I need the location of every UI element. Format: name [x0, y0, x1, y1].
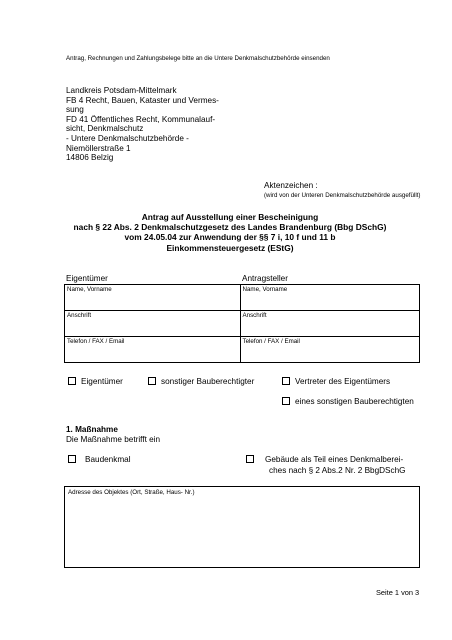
file-number-note: (wird von der Unteren Denkmalschutzbehörde ausgefüllt) [264, 192, 421, 199]
parties-table [64, 284, 420, 363]
measure-area-option-line2: ches nach § 2 Abs.2 Nr. 2 BbgDSchG [269, 466, 406, 475]
title-line: vom 24.05.04 zur Anwendung der §§ 7 i, 10 f und 11 b [124, 232, 336, 243]
role-owner-rep-option[interactable]: Vertreter des Eigentümers [282, 377, 390, 386]
applicant-contact-field[interactable]: Telefon / FAX / Email [240, 337, 420, 363]
table-row [65, 337, 420, 363]
role-other-rep-option[interactable]: eines sonstigen Bauberechtigten [282, 397, 414, 406]
address-line: Niemöllerstraße 1 [66, 143, 131, 153]
title-line: Antrag auf Ausstellung einer Bescheinigung [141, 212, 319, 222]
owner-contact-field[interactable]: Telefon / FAX / Email [65, 337, 241, 363]
header-note: Antrag, Rechnungen und Zahlungsbelege bitte an die Untere Denkmalschutzbehörde einsenden [66, 55, 330, 62]
address-line: FD 41 Öffentliches Recht, Kommunalauf- [66, 114, 216, 124]
checkbox-icon[interactable] [68, 455, 76, 463]
address-line: sicht, Denkmalschutz [66, 124, 144, 134]
title-line: nach § 22 Abs. 2 Denkmalschutzgesetz des Landes Brandenburg (Bbg DSchG) [73, 222, 387, 233]
table-row [65, 311, 420, 337]
recipient-address [66, 86, 219, 163]
checkbox-icon[interactable] [68, 377, 76, 385]
file-number-label: Aktenzeichen : [264, 181, 318, 190]
address-line: FB 4 Recht, Bauen, Kataster und Vermes- [66, 95, 219, 105]
owner-heading: Eigentümer [66, 274, 108, 283]
title-line: Einkommensteuergesetz (EStG) [166, 242, 294, 253]
applicant-heading: Antragsteller [242, 274, 288, 283]
table-row [65, 285, 420, 311]
measure-monument-option[interactable]: Baudenkmal [68, 455, 131, 464]
applicant-name-field[interactable]: Name, Vorname [240, 285, 420, 311]
address-line: 14806 Belzig [66, 153, 114, 163]
measure-heading: 1. Maßnahme [66, 425, 118, 434]
form-title [56, 212, 404, 253]
object-address-label: Adresse des Objektes (Ort, Straße, Haus- Nr.) [68, 489, 195, 496]
object-address-field[interactable] [64, 486, 420, 568]
measure-intro: Die Maßnahme betrifft ein [66, 435, 161, 444]
checkbox-icon[interactable] [148, 377, 156, 385]
applicant-address-field[interactable]: Anschrift [240, 311, 420, 337]
owner-name-field[interactable]: Name, Vorname [65, 285, 241, 311]
address-line: Landkreis Potsdam-Mittelmark [66, 86, 177, 95]
checkbox-icon[interactable] [246, 455, 254, 463]
address-line: sung [66, 105, 84, 115]
page-number: Seite 1 von 3 [376, 588, 420, 597]
role-other-holder-option[interactable]: sonstiger Bauberechtigter [148, 377, 254, 386]
measure-area-option[interactable]: Gebäude als Teil eines Denkmalberei- [246, 455, 403, 464]
owner-address-field[interactable]: Anschrift [65, 311, 241, 337]
role-owner-option[interactable]: Eigentümer [68, 377, 123, 386]
checkbox-icon[interactable] [282, 377, 290, 385]
checkbox-icon[interactable] [282, 397, 290, 405]
address-line: - Untere Denkmalschutzbehörde - [66, 133, 189, 143]
